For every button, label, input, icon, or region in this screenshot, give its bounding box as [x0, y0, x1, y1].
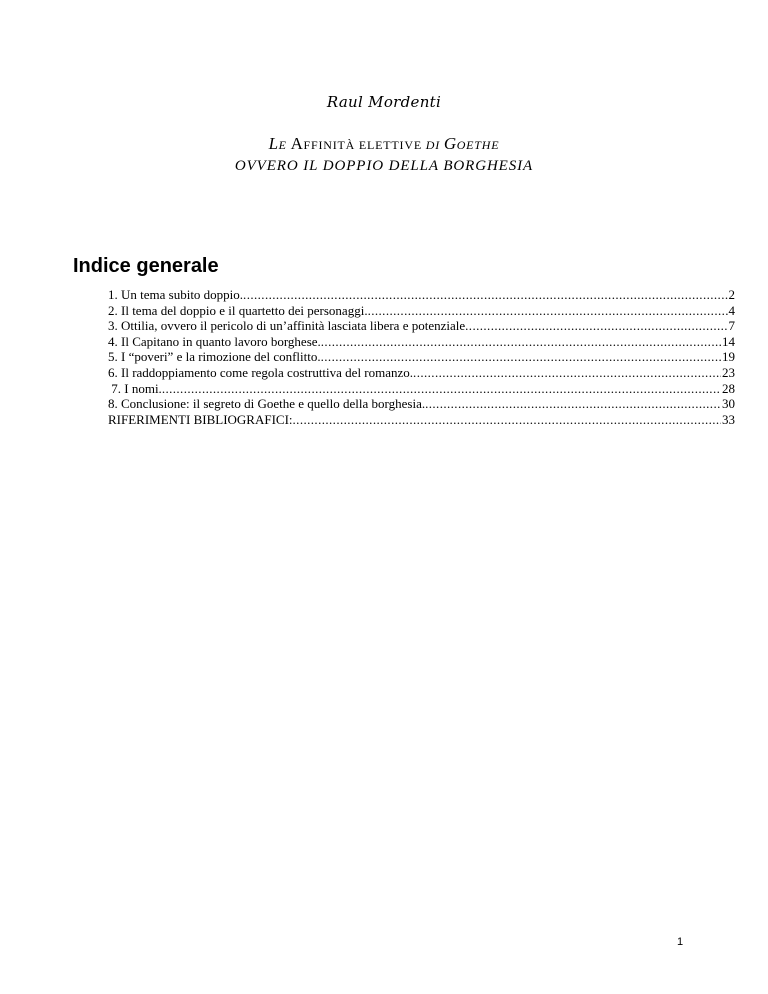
toc-entry[interactable] [108, 303, 735, 319]
toc-entry-page: 14 [722, 333, 735, 349]
toc-entry-title: 5. I “poveri” e la rimozione del conflitto. [108, 349, 321, 365]
toc-entry[interactable] [108, 381, 735, 397]
toc-leader-dots [413, 365, 721, 381]
author-name: Raul Mordenti [326, 93, 442, 111]
title-word-le: E [278, 138, 291, 152]
toc-entry-page: 19 [722, 349, 735, 365]
toc-entry-title: 2. Il tema del doppio e il quartetto dei personaggi. [108, 302, 368, 318]
toc-leader-dots [368, 303, 728, 319]
toc-entry-page: 7 [728, 318, 735, 334]
toc-entry-title: 1. Un tema subito doppio. [108, 287, 244, 302]
toc-entry-title: 4. Il Capitano in quanto lavoro borghese. [108, 333, 321, 349]
document-subtitle: OVVERO IL DOPPIO DELLA BORGHESIA [234, 158, 534, 174]
toc-leader-dots [321, 349, 721, 365]
toc-entry-title: 3. Ottilia, ovvero il pericolo di un’affinità lasciata libera e potenziale [108, 318, 466, 334]
title-initial-g: G [443, 134, 457, 153]
toc-leader-dots [321, 334, 721, 350]
toc-entry-title: 6. Il raddoppiamento come regola costruttiva del romanzo. [108, 364, 414, 380]
toc-entry[interactable] [108, 287, 735, 303]
toc-entry[interactable] [108, 396, 735, 412]
toc-heading: Indice generale [73, 255, 219, 277]
toc-leader-dots [465, 318, 727, 334]
title-word-goethe: OETHE [456, 138, 500, 152]
toc-leader-dots [162, 381, 721, 397]
title-words-affinita-elettive: FFINITÀ ELETTIVE [303, 138, 426, 152]
toc-entry-title: 8. Conclusione: il segreto di Goethe e quello della borghesia. [108, 396, 426, 412]
toc-leader-dots [293, 412, 721, 428]
title-initial-l: L [268, 134, 279, 153]
toc-entry[interactable] [108, 349, 735, 365]
toc-entry-page: 30 [722, 396, 735, 412]
table-of-contents [108, 287, 735, 427]
toc-entry-title: RIFERIMENTI BIBLIOGRAFICI: [108, 411, 293, 427]
toc-entry[interactable] [108, 334, 735, 350]
toc-entry-page: 2 [728, 287, 735, 302]
toc-entry-page: 33 [722, 411, 735, 427]
title-word-di: DI [425, 138, 444, 152]
document-title [0, 134, 768, 154]
toc-leader-dots [425, 396, 721, 412]
title-initial-a: A [290, 134, 304, 153]
toc-entry[interactable] [108, 318, 735, 334]
toc-leader-dots [243, 287, 727, 303]
toc-entry-title: 7. I nomi. [108, 380, 162, 396]
page-number: 1 [677, 936, 684, 948]
toc-entry-page: 28 [722, 380, 735, 396]
toc-entry[interactable] [108, 365, 735, 381]
toc-entry-page: 23 [722, 364, 735, 380]
toc-entry-page: 4 [728, 302, 735, 318]
toc-entry[interactable] [108, 412, 735, 428]
